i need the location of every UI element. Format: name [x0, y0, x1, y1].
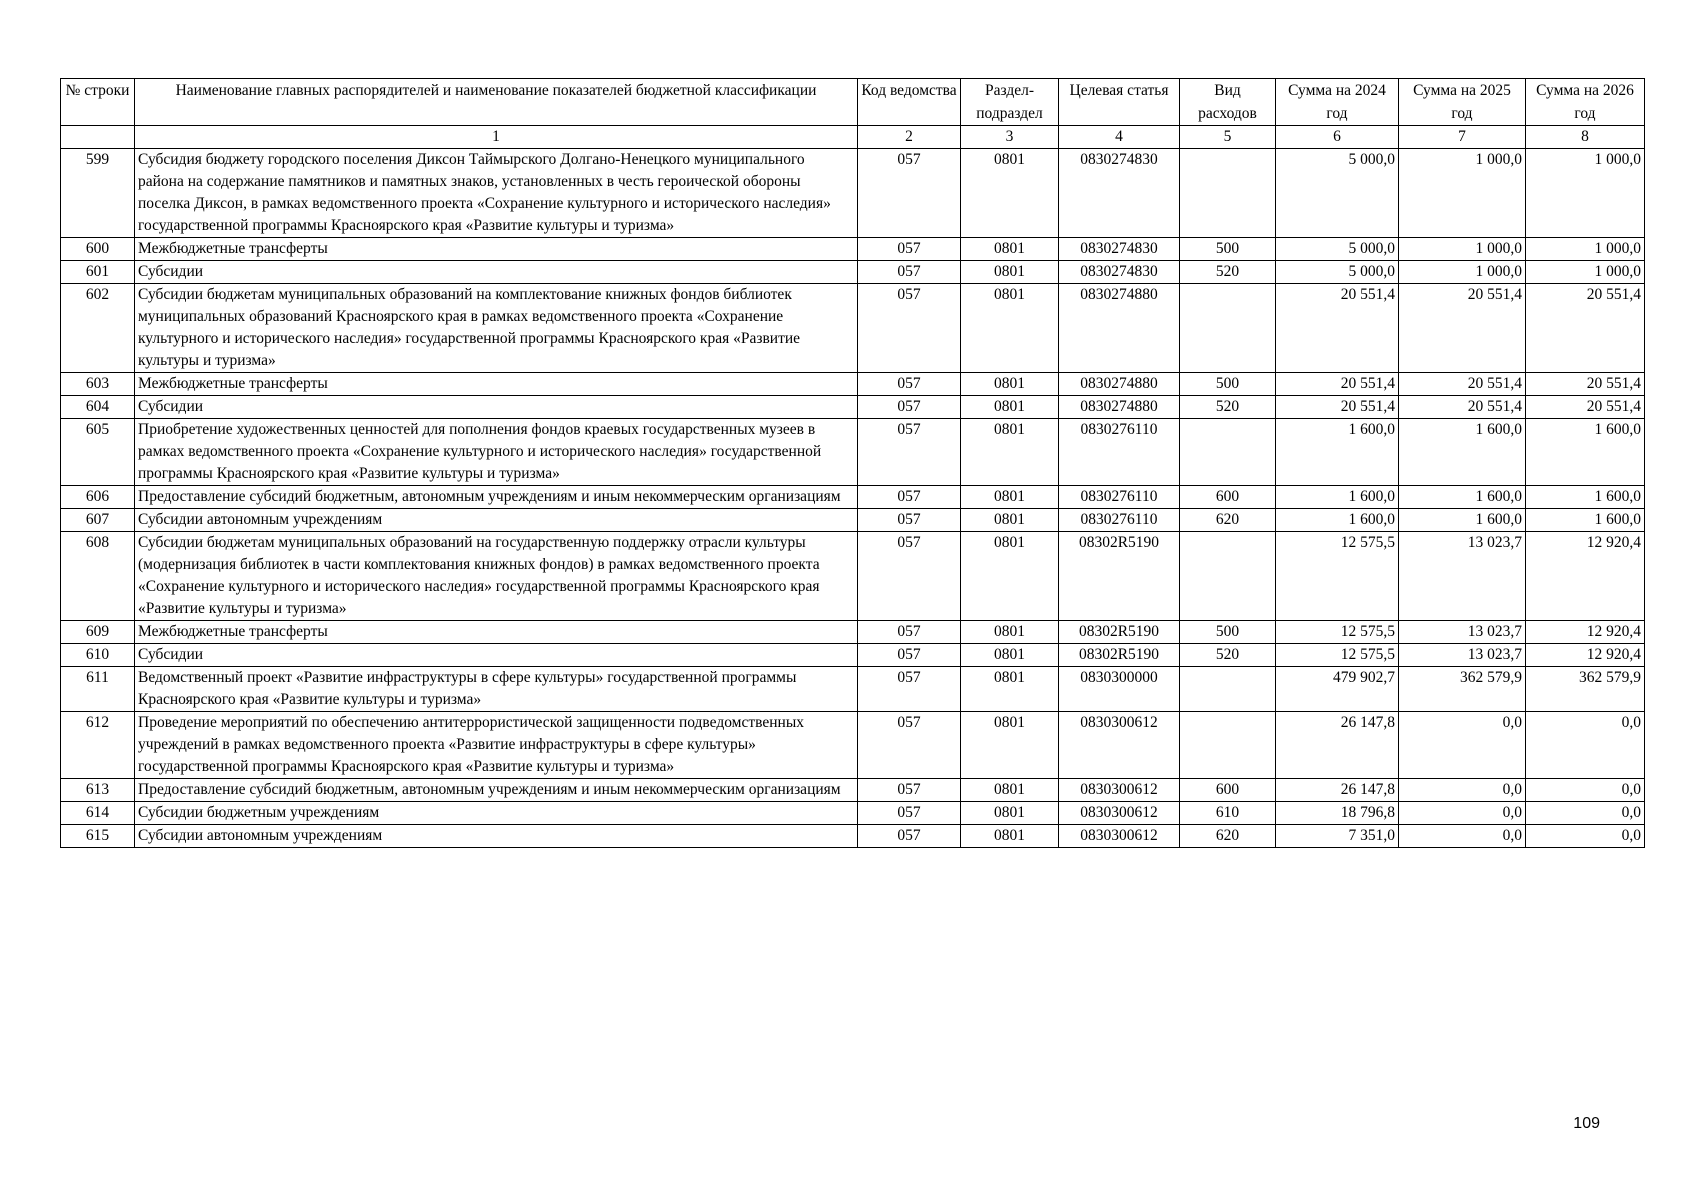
- sum-2025-cell: 13 023,7: [1399, 644, 1526, 667]
- expense-type-cell: [1180, 284, 1276, 373]
- sum-2026-cell: 1 600,0: [1526, 509, 1645, 532]
- header-target-article: Целевая статья: [1059, 79, 1180, 126]
- header-section: Раздел-подраздел: [961, 79, 1059, 126]
- row-number-cell: 601: [61, 261, 135, 284]
- row-number-cell: 606: [61, 486, 135, 509]
- row-number-cell: 603: [61, 373, 135, 396]
- section-cell: 0801: [961, 621, 1059, 644]
- row-number-cell: 613: [61, 779, 135, 802]
- table-row: [61, 532, 1645, 621]
- section-cell: 0801: [961, 149, 1059, 238]
- target-article-cell: 0830300612: [1059, 802, 1180, 825]
- row-number-cell: 610: [61, 644, 135, 667]
- column-number: 2: [858, 126, 961, 149]
- table-row: [61, 284, 1645, 373]
- expense-type-cell: 600: [1180, 779, 1276, 802]
- target-article-cell: 0830274880: [1059, 396, 1180, 419]
- section-cell: 0801: [961, 373, 1059, 396]
- sum-2025-cell: 1 000,0: [1399, 149, 1526, 238]
- sum-2026-cell: 1 600,0: [1526, 419, 1645, 486]
- row-number-cell: 604: [61, 396, 135, 419]
- name-cell: Субсидии бюджетам муниципальных образований на государственную поддержку отрасли культуры (модернизация библиотек в части комплектования книжных фондов) в рамках ведомственного проекта «Сохранение культурного и исторического наследия» государственной программы Красноярского края «Развитие культуры и туризма»: [135, 532, 858, 621]
- department-code-cell: 057: [858, 396, 961, 419]
- header-sum-2025: Сумма на 2025 год: [1399, 79, 1526, 126]
- sum-2024-cell: 26 147,8: [1276, 712, 1399, 779]
- sum-2024-cell: 12 575,5: [1276, 644, 1399, 667]
- sum-2024-cell: 20 551,4: [1276, 284, 1399, 373]
- expense-type-cell: 500: [1180, 621, 1276, 644]
- name-cell: Субсидия бюджету городского поселения Диксон Таймырского Долгано-Ненецкого муниципального района на содержание памятников и памятных знаков, установленных в честь героической обороны поселка Диксон, в рамках ведомственного проекта «Сохранение культурного и исторического наследия» государственной программы Красноярского края «Развитие культуры и туризма»: [135, 149, 858, 238]
- header-row-number: № строки: [61, 79, 135, 126]
- target-article-cell: 08302R5190: [1059, 644, 1180, 667]
- row-number-cell: 611: [61, 667, 135, 712]
- sum-2025-cell: 1 600,0: [1399, 509, 1526, 532]
- sum-2026-cell: 1 000,0: [1526, 238, 1645, 261]
- name-cell: Субсидии: [135, 261, 858, 284]
- sum-2024-cell: 5 000,0: [1276, 149, 1399, 238]
- table-row: [61, 238, 1645, 261]
- target-article-cell: 0830300612: [1059, 825, 1180, 848]
- table-header-row: [61, 79, 1645, 126]
- name-cell: Предоставление субсидий бюджетным, автономным учреждениям и иным некоммерческим организациям: [135, 486, 858, 509]
- name-cell: Приобретение художественных ценностей для пополнения фондов краевых государственных музеев в рамках ведомственного проекта «Сохранение культурного и исторического наследия» государственной программы Красноярского края «Развитие культуры и туризма»: [135, 419, 858, 486]
- expense-type-cell: [1180, 419, 1276, 486]
- section-cell: 0801: [961, 486, 1059, 509]
- expense-type-cell: 520: [1180, 644, 1276, 667]
- sum-2025-cell: 13 023,7: [1399, 532, 1526, 621]
- department-code-cell: 057: [858, 486, 961, 509]
- name-cell: Субсидии: [135, 396, 858, 419]
- header-expense-type: Вид расходов: [1180, 79, 1276, 126]
- column-number: [61, 126, 135, 149]
- target-article-cell: 0830274880: [1059, 284, 1180, 373]
- column-number: 7: [1399, 126, 1526, 149]
- sum-2024-cell: 1 600,0: [1276, 509, 1399, 532]
- table-row: [61, 261, 1645, 284]
- sum-2024-cell: 20 551,4: [1276, 373, 1399, 396]
- sum-2024-cell: 7 351,0: [1276, 825, 1399, 848]
- row-number-cell: 612: [61, 712, 135, 779]
- name-cell: Субсидии бюджетным учреждениям: [135, 802, 858, 825]
- sum-2026-cell: 20 551,4: [1526, 396, 1645, 419]
- name-cell: Субсидии автономным учреждениям: [135, 825, 858, 848]
- row-number-cell: 599: [61, 149, 135, 238]
- sum-2024-cell: 20 551,4: [1276, 396, 1399, 419]
- section-cell: 0801: [961, 825, 1059, 848]
- sum-2026-cell: 12 920,4: [1526, 644, 1645, 667]
- department-code-cell: 057: [858, 261, 961, 284]
- sum-2025-cell: 1 600,0: [1399, 486, 1526, 509]
- department-code-cell: 057: [858, 802, 961, 825]
- row-number-cell: 609: [61, 621, 135, 644]
- sum-2024-cell: 18 796,8: [1276, 802, 1399, 825]
- department-code-cell: 057: [858, 149, 961, 238]
- sum-2025-cell: 20 551,4: [1399, 373, 1526, 396]
- table-row: [61, 644, 1645, 667]
- department-code-cell: 057: [858, 712, 961, 779]
- table-row: [61, 373, 1645, 396]
- section-cell: 0801: [961, 667, 1059, 712]
- sum-2024-cell: 12 575,5: [1276, 532, 1399, 621]
- name-cell: Проведение мероприятий по обеспечению антитеррористической защищенности подведомственных учреждений в рамках ведомственного проекта «Развитие инфраструктуры в сфере культуры» государственной программы Красноярского края «Развитие культуры и туризма»: [135, 712, 858, 779]
- sum-2026-cell: 0,0: [1526, 779, 1645, 802]
- table-row: [61, 802, 1645, 825]
- target-article-cell: 0830276110: [1059, 419, 1180, 486]
- sum-2026-cell: 1 000,0: [1526, 149, 1645, 238]
- expense-type-cell: [1180, 149, 1276, 238]
- row-number-cell: 605: [61, 419, 135, 486]
- sum-2025-cell: 0,0: [1399, 712, 1526, 779]
- department-code-cell: 057: [858, 667, 961, 712]
- sum-2024-cell: 5 000,0: [1276, 238, 1399, 261]
- table-row: [61, 396, 1645, 419]
- target-article-cell: 0830300000: [1059, 667, 1180, 712]
- table-row: [61, 509, 1645, 532]
- target-article-cell: 0830274880: [1059, 373, 1180, 396]
- sum-2025-cell: 1 000,0: [1399, 238, 1526, 261]
- table-body: [61, 149, 1645, 848]
- sum-2026-cell: 12 920,4: [1526, 532, 1645, 621]
- sum-2025-cell: 13 023,7: [1399, 621, 1526, 644]
- row-number-cell: 607: [61, 509, 135, 532]
- table-row: [61, 667, 1645, 712]
- column-number: 3: [961, 126, 1059, 149]
- column-number: 6: [1276, 126, 1399, 149]
- name-cell: Межбюджетные трансферты: [135, 373, 858, 396]
- sum-2026-cell: 20 551,4: [1526, 373, 1645, 396]
- target-article-cell: 0830300612: [1059, 779, 1180, 802]
- header-name: Наименование главных распорядителей и наименование показателей бюджетной классификации: [135, 79, 858, 126]
- table-row: [61, 712, 1645, 779]
- row-number-cell: 600: [61, 238, 135, 261]
- section-cell: 0801: [961, 284, 1059, 373]
- department-code-cell: 057: [858, 509, 961, 532]
- section-cell: 0801: [961, 261, 1059, 284]
- table-row: [61, 779, 1645, 802]
- column-number: 5: [1180, 126, 1276, 149]
- sum-2025-cell: 362 579,9: [1399, 667, 1526, 712]
- section-cell: 0801: [961, 396, 1059, 419]
- name-cell: Межбюджетные трансферты: [135, 238, 858, 261]
- target-article-cell: 0830300612: [1059, 712, 1180, 779]
- sum-2025-cell: 0,0: [1399, 825, 1526, 848]
- row-number-cell: 602: [61, 284, 135, 373]
- target-article-cell: 08302R5190: [1059, 532, 1180, 621]
- sum-2024-cell: 479 902,7: [1276, 667, 1399, 712]
- column-number: 4: [1059, 126, 1180, 149]
- sum-2025-cell: 1 600,0: [1399, 419, 1526, 486]
- sum-2026-cell: 0,0: [1526, 802, 1645, 825]
- department-code-cell: 057: [858, 532, 961, 621]
- target-article-cell: 08302R5190: [1059, 621, 1180, 644]
- target-article-cell: 0830274830: [1059, 261, 1180, 284]
- sum-2024-cell: 12 575,5: [1276, 621, 1399, 644]
- column-number: 1: [135, 126, 858, 149]
- budget-table: [60, 78, 1645, 848]
- header-sum-2024: Сумма на 2024 год: [1276, 79, 1399, 126]
- sum-2026-cell: 1 600,0: [1526, 486, 1645, 509]
- sum-2025-cell: 20 551,4: [1399, 396, 1526, 419]
- section-cell: 0801: [961, 532, 1059, 621]
- sum-2026-cell: 20 551,4: [1526, 284, 1645, 373]
- section-cell: 0801: [961, 509, 1059, 532]
- department-code-cell: 057: [858, 419, 961, 486]
- page-number: 109: [1573, 1115, 1600, 1132]
- table-row: [61, 486, 1645, 509]
- expense-type-cell: 520: [1180, 261, 1276, 284]
- expense-type-cell: 500: [1180, 373, 1276, 396]
- name-cell: Ведомственный проект «Развитие инфраструктуры в сфере культуры» государственной программы Красноярского края «Развитие культуры и туризма»: [135, 667, 858, 712]
- table-row: [61, 621, 1645, 644]
- expense-type-cell: 500: [1180, 238, 1276, 261]
- section-cell: 0801: [961, 712, 1059, 779]
- target-article-cell: 0830274830: [1059, 238, 1180, 261]
- expense-type-cell: 600: [1180, 486, 1276, 509]
- name-cell: Субсидии бюджетам муниципальных образований на комплектование книжных фондов библиотек муниципальных образований Красноярского края в рамках ведомственного проекта «Сохранение культурного и исторического наследия» государственной программы Красноярского края «Развитие культуры и туризма»: [135, 284, 858, 373]
- name-cell: Субсидии автономным учреждениям: [135, 509, 858, 532]
- expense-type-cell: [1180, 712, 1276, 779]
- sum-2026-cell: 362 579,9: [1526, 667, 1645, 712]
- row-number-cell: 608: [61, 532, 135, 621]
- sum-2024-cell: 1 600,0: [1276, 486, 1399, 509]
- sum-2025-cell: 20 551,4: [1399, 284, 1526, 373]
- name-cell: Субсидии: [135, 644, 858, 667]
- department-code-cell: 057: [858, 373, 961, 396]
- sum-2026-cell: 0,0: [1526, 712, 1645, 779]
- column-number: 8: [1526, 126, 1645, 149]
- expense-type-cell: [1180, 532, 1276, 621]
- expense-type-cell: 610: [1180, 802, 1276, 825]
- department-code-cell: 057: [858, 621, 961, 644]
- department-code-cell: 057: [858, 644, 961, 667]
- sum-2025-cell: 0,0: [1399, 802, 1526, 825]
- expense-type-cell: 620: [1180, 509, 1276, 532]
- target-article-cell: 0830274830: [1059, 149, 1180, 238]
- expense-type-cell: [1180, 667, 1276, 712]
- row-number-cell: 614: [61, 802, 135, 825]
- sum-2025-cell: 1 000,0: [1399, 261, 1526, 284]
- target-article-cell: 0830276110: [1059, 509, 1180, 532]
- section-cell: 0801: [961, 644, 1059, 667]
- row-number-cell: 615: [61, 825, 135, 848]
- header-department-code: Код ведомства: [858, 79, 961, 126]
- name-cell: Межбюджетные трансферты: [135, 621, 858, 644]
- sum-2025-cell: 0,0: [1399, 779, 1526, 802]
- expense-type-cell: 520: [1180, 396, 1276, 419]
- sum-2024-cell: 1 600,0: [1276, 419, 1399, 486]
- section-cell: 0801: [961, 802, 1059, 825]
- table-row: [61, 825, 1645, 848]
- department-code-cell: 057: [858, 284, 961, 373]
- column-numbers-row: [61, 126, 1645, 149]
- section-cell: 0801: [961, 238, 1059, 261]
- table-row: [61, 149, 1645, 238]
- sum-2024-cell: 26 147,8: [1276, 779, 1399, 802]
- name-cell: Предоставление субсидий бюджетным, автономным учреждениям и иным некоммерческим организациям: [135, 779, 858, 802]
- department-code-cell: 057: [858, 825, 961, 848]
- sum-2026-cell: 0,0: [1526, 825, 1645, 848]
- department-code-cell: 057: [858, 779, 961, 802]
- sum-2026-cell: 12 920,4: [1526, 621, 1645, 644]
- section-cell: 0801: [961, 779, 1059, 802]
- sum-2026-cell: 1 000,0: [1526, 261, 1645, 284]
- target-article-cell: 0830276110: [1059, 486, 1180, 509]
- section-cell: 0801: [961, 419, 1059, 486]
- header-sum-2026: Сумма на 2026 год: [1526, 79, 1645, 126]
- department-code-cell: 057: [858, 238, 961, 261]
- table-row: [61, 419, 1645, 486]
- sum-2024-cell: 5 000,0: [1276, 261, 1399, 284]
- expense-type-cell: 620: [1180, 825, 1276, 848]
